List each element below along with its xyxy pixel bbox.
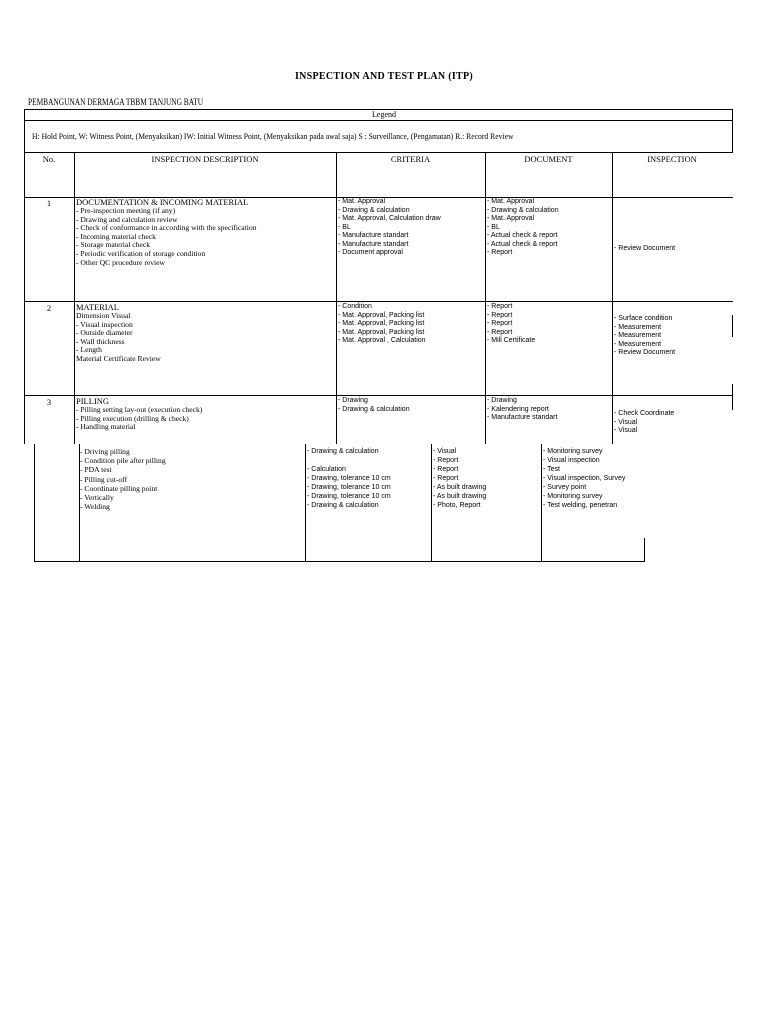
row2-item: - Visual inspection: [76, 319, 133, 329]
row2-description: [76, 303, 334, 364]
header-description: INSPECTION DESCRIPTION: [151, 154, 259, 164]
row3-item: - Pilling execution (drilling & check): [76, 413, 189, 423]
cont-criteria-item: - Calculation: [307, 466, 346, 473]
row1-item: - Incoming material check: [76, 231, 156, 241]
row1-criteria-item: - Document approval: [338, 249, 403, 256]
cont-left-border: [34, 444, 35, 562]
cont-right-border-fragment: [644, 538, 645, 562]
row3-inspection-item: - Visual: [614, 427, 638, 434]
row1-document-item: - Actual check & report: [487, 240, 558, 248]
row1-item: - Other QC procedure review: [76, 257, 165, 267]
row3-item: - Handling material: [76, 422, 136, 432]
row2-inspection-item: - Measurement: [614, 323, 662, 331]
cont-document-item: - Visual: [433, 448, 457, 455]
row3-inspection-item: - Visual: [614, 418, 638, 426]
row1-heading: DOCUMENTATION & INCOMING MATERIAL: [76, 197, 249, 207]
row2-number: 2: [46, 303, 52, 313]
cont-divider-criteria: [305, 444, 306, 562]
row1-document-item: - BL: [487, 223, 500, 231]
row1-document-item: - Actual check & report: [487, 232, 558, 239]
row2-document-item: - Report: [487, 303, 513, 310]
row1-criteria-item: - Manufacture standart: [338, 240, 409, 248]
legend-text: [32, 131, 567, 141]
row1-document-item: - Drawing & calculation: [487, 206, 559, 214]
row1-inspection: [614, 245, 731, 254]
cont-item: - Welding: [80, 502, 110, 512]
cont-criteria-item: - Drawing & calculation: [307, 448, 379, 455]
project-name: [28, 97, 241, 107]
row2-heading: MATERIAL: [76, 302, 119, 312]
cont-item: - Coordinate pilling point: [80, 483, 158, 493]
row2-inspection: [614, 315, 731, 358]
cont-inspection: [543, 447, 643, 510]
row1-item: - Check of conformance in according with the specification: [76, 223, 257, 233]
col-divider-inspection: [612, 152, 613, 444]
row2-criteria: [338, 303, 484, 346]
row3-criteria: [338, 397, 484, 414]
cont-description: [80, 447, 304, 511]
right-border-fragment-1: [732, 315, 733, 337]
row2-item: Dimension Visual: [76, 311, 131, 320]
legend-label: Legend: [372, 110, 396, 119]
cont-divider-inspection: [541, 444, 542, 562]
cont-inspection-item: - Monitoring survey: [543, 448, 603, 455]
row3-inspection-item: - Check Coordinate: [614, 410, 675, 417]
row2-inspection-item: - Measurement: [614, 340, 662, 348]
header-criteria: CRITERIA: [390, 154, 431, 164]
row1-document-item: - Mat. Approval: [487, 215, 535, 222]
cont-criteria-item: - Drawing, tolerance 10 cm: [307, 484, 391, 491]
row2-document-item: - Report: [487, 320, 513, 327]
row1-criteria-item: - Manufacture standart: [338, 232, 409, 239]
row3-inspection: [614, 410, 731, 436]
row2-document: [487, 303, 611, 346]
row3-criteria-item: - Drawing: [338, 397, 368, 404]
cont-criteria-item: [307, 456, 430, 465]
cont-document-item: - As built drawing: [433, 484, 487, 491]
row2-document-item: - Report: [487, 328, 513, 336]
row2-inspection-item: - Surface condition: [614, 315, 673, 322]
cont-document-item: - Report: [433, 475, 459, 482]
row2-bottom-border: [24, 395, 733, 396]
row3-document: [487, 397, 611, 423]
cont-criteria-item: - Drawing & calculation: [307, 502, 379, 509]
cont-document-item: - Report: [433, 457, 459, 464]
row1-bottom-border: [24, 301, 733, 302]
row1-criteria-item: - Drawing & calculation: [338, 206, 410, 214]
header-inspection: INSPECTION: [647, 154, 697, 164]
cont-item: - Condition pile after pilling: [80, 456, 166, 466]
row2-criteria-item: - Mat. Approval, Packing list: [338, 328, 425, 336]
row1-criteria: [338, 198, 484, 258]
col-divider-criteria: [336, 152, 337, 444]
cont-inspection-item: - Test: [543, 466, 560, 473]
legend-text-content: H: Hold Point, W: Witness Point, (Menyaksikan) IW: Initial Witness Point, (Menyaksikan pada awal saja) S : Surveillance, (Pengamatan) R.: Record Review: [32, 131, 514, 141]
project-name-text: PEMBANGUNAN DERMAGA TBBM TANJUNG BATU: [28, 97, 204, 107]
row2-criteria-item: - Mat. Approval, Packing list: [338, 320, 425, 327]
row1-inspection-item: - Review Document: [614, 245, 676, 252]
row3-document-item: - Drawing: [487, 397, 517, 404]
row1-criteria-item: - BL: [338, 223, 351, 231]
row1-criteria-item: - Mat. Approval, Calculation draw: [338, 215, 441, 222]
row2-item: - Wall thickness: [76, 336, 125, 346]
cont-item: - PDA test: [80, 465, 112, 475]
header-top-border: [24, 152, 733, 153]
row1-number: 1: [46, 198, 52, 208]
row2-inspection-item: - Review Document: [614, 349, 676, 356]
cont-bottom-border: [34, 561, 645, 562]
row1-item: - Drawing and calculation review: [76, 214, 178, 224]
row2-document-item: - Report: [487, 311, 513, 319]
row3-document-item: - Kalendering report: [487, 405, 549, 413]
col-divider-document: [485, 152, 486, 444]
cont-item: - Driving pilling: [80, 447, 130, 456]
row3-number: 3: [46, 397, 52, 407]
row1-item: - Pre-inspection meeting (if any): [76, 206, 176, 215]
header-document: DOCUMENT: [524, 154, 573, 164]
cont-criteria-item: - Drawing, tolerance 10 cm: [307, 493, 391, 500]
cont-document-item: - As built drawing: [433, 493, 487, 500]
document-title: INSPECTION AND TEST PLAN (ITP): [294, 71, 474, 82]
row3-description: [76, 397, 334, 432]
row1-document-item: - Mat. Approval: [487, 198, 535, 205]
legend-divider: [24, 120, 733, 121]
row2-criteria-item: - Mat. Approval , Calculation: [338, 337, 426, 344]
cont-item: - Pilling cut-off: [80, 474, 128, 484]
row3-heading: PILLING: [76, 396, 110, 406]
row3-document-item: - Manufacture standart: [487, 414, 558, 421]
row2-criteria-item: - Mat. Approval, Packing list: [338, 311, 425, 319]
cont-inspection-item: - Visual inspection, Survey: [543, 475, 626, 482]
header-no: No.: [42, 154, 56, 164]
row3-criteria-item: - Drawing & calculation: [338, 405, 410, 413]
cont-inspection-item: - Test welding, penetran: [543, 502, 618, 509]
cont-inspection-item: - Monitoring survey: [543, 493, 603, 500]
row2-item: Material Certificate Review: [76, 353, 161, 363]
cont-document-item: - Report: [433, 466, 459, 473]
row1-item: - Periodic verification of storage condition: [76, 248, 206, 258]
row2-criteria-item: - Condition: [338, 303, 372, 310]
row1-item: - Storage material check: [76, 240, 151, 250]
row1-document-item: - Report: [487, 249, 513, 256]
cont-inspection-item: - Survey point: [543, 484, 587, 491]
row3-item: - Pilling setting lay-out (execution check): [76, 405, 203, 414]
cont-document-item: - Photo, Report: [433, 502, 481, 509]
row1-criteria-item: - Mat. Approval: [338, 198, 386, 205]
row2-document-item: - Mill Certificate: [487, 337, 536, 344]
cont-inspection-item: - Visual inspection: [543, 457, 600, 464]
cont-divider-document: [431, 444, 432, 562]
cont-criteria-item: - Drawing, tolerance 10 cm: [307, 475, 391, 482]
row2-inspection-item: - Measurement: [614, 332, 662, 339]
row2-item: - Outside diameter: [76, 328, 133, 338]
row1-document: [487, 198, 611, 258]
col-divider-description: [74, 152, 75, 444]
row1-description: [76, 198, 334, 267]
cont-item: - Vertically: [80, 493, 114, 503]
row2-item: - Length: [76, 345, 102, 355]
right-border-fragment-2: [732, 384, 733, 410]
cont-criteria: [307, 447, 430, 510]
cont-document: [433, 447, 540, 510]
